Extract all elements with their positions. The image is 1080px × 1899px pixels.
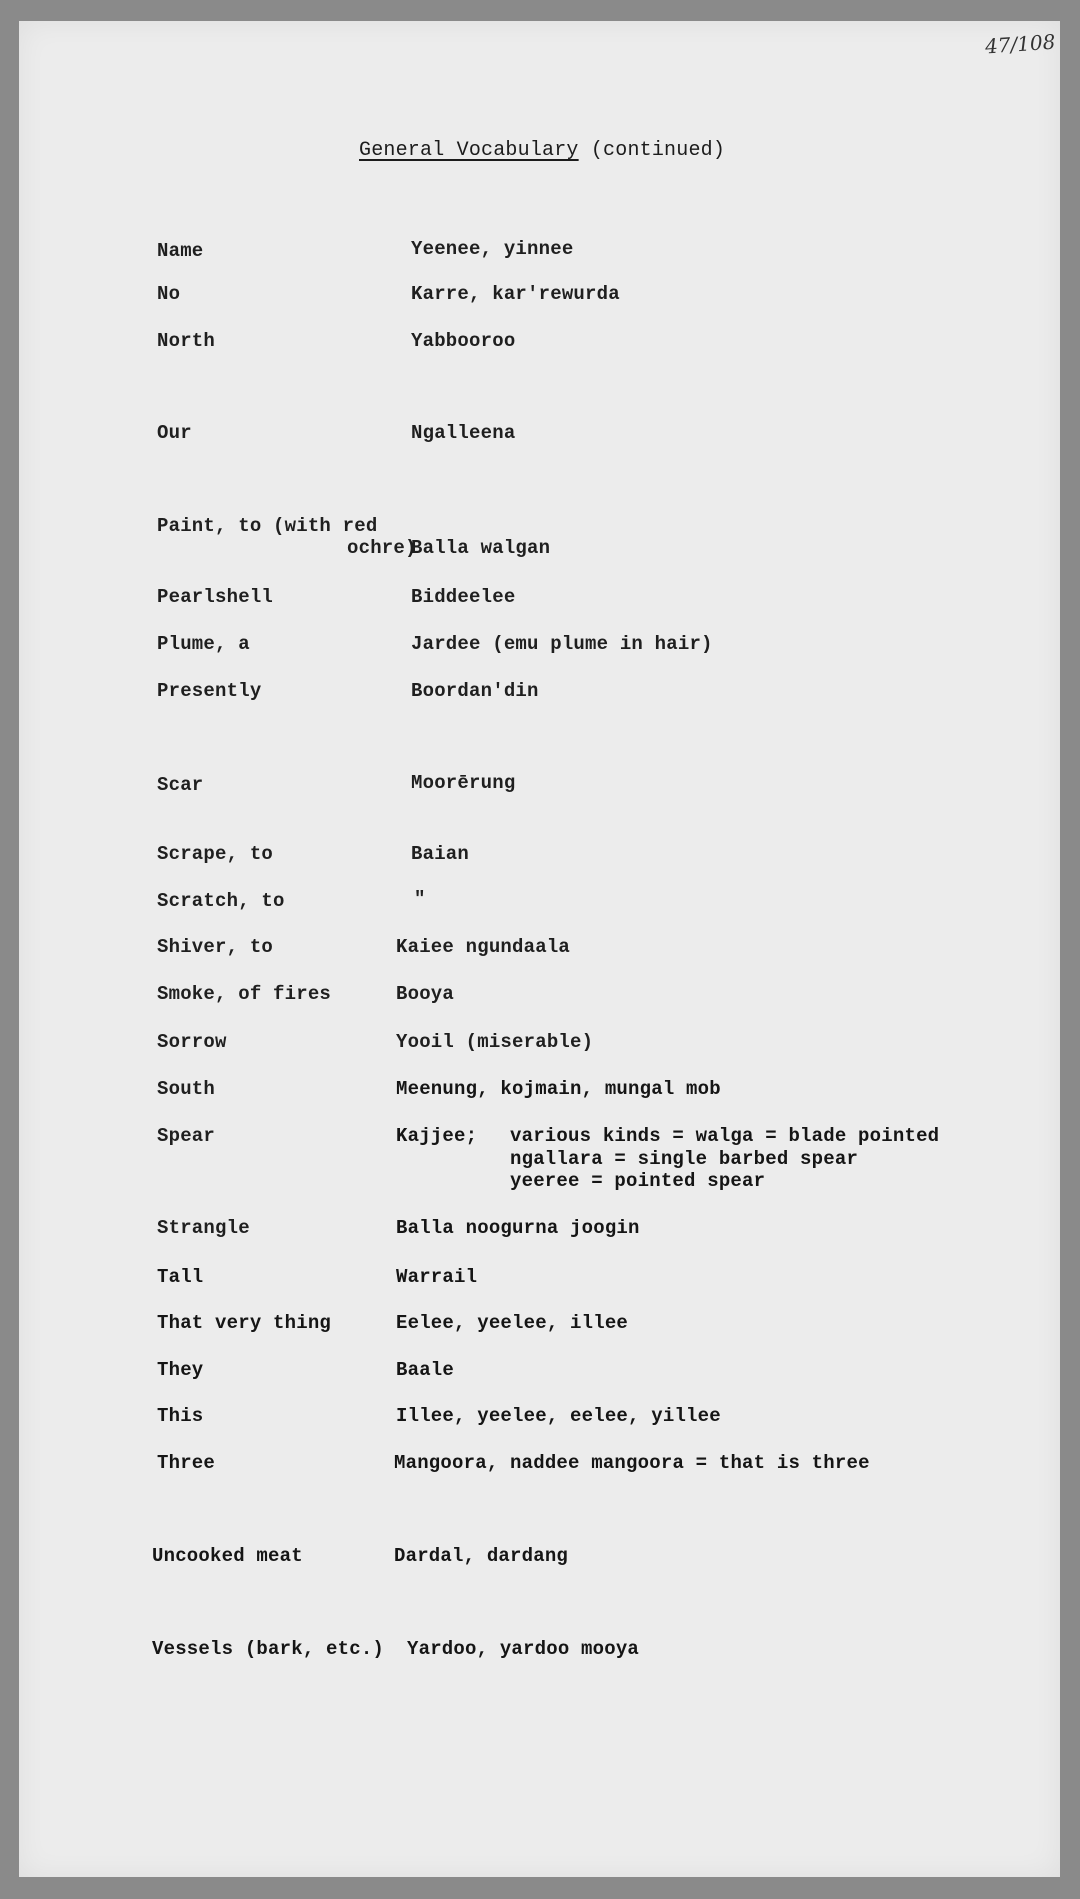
entry-term: Sorrow	[157, 1031, 227, 1053]
entry-definition: Yardoo, yardoo mooya	[407, 1638, 640, 1660]
entry-term: That very thing	[157, 1312, 332, 1334]
entry-term: Plume, a	[157, 633, 250, 655]
entry-definition: "	[414, 888, 426, 910]
entry-definition: Boordan'din	[411, 680, 539, 702]
entry-term: Spear	[157, 1125, 216, 1147]
entry-definition-line: ngallara = single barbed spear	[510, 1148, 859, 1170]
entry-definition: Baale	[396, 1359, 455, 1381]
entry-term: Uncooked meat	[152, 1545, 303, 1567]
entry-term: Vessels (bark, etc.)	[152, 1638, 385, 1660]
entry-term: Scratch, to	[157, 890, 285, 912]
title-suffix: (continued)	[578, 139, 726, 162]
entry-term: South	[157, 1078, 216, 1100]
entry-definition: Karre, kar'rewurda	[411, 283, 620, 305]
entry-definition-line: yeeree = pointed spear	[510, 1170, 766, 1192]
entry-term: Three	[157, 1452, 216, 1474]
entry-definition: Jardee (emu plume in hair)	[411, 633, 713, 655]
entry-definition: Booya	[396, 983, 455, 1005]
entry-definition: Illee, yeelee, eelee, yillee	[396, 1405, 721, 1427]
entry-definition: Meenung, kojmain, mungal mob	[396, 1078, 721, 1100]
entry-definition: Moorērung	[411, 772, 516, 794]
page-number: 47/108	[984, 29, 1057, 59]
entry-term: Presently	[157, 680, 262, 702]
entry-definition: Yooil (miserable)	[396, 1031, 594, 1053]
entry-term: Name	[157, 240, 204, 262]
entry-definition: Yabbooroo	[411, 330, 516, 352]
entry-definition-line: various kinds = walga = blade pointed	[510, 1125, 940, 1147]
entry-definition: Ngalleena	[411, 422, 516, 444]
entry-definition: Eelee, yeelee, illee	[396, 1312, 629, 1334]
entry-term: Shiver, to	[157, 936, 274, 958]
entry-definition: Yeenee, yinnee	[411, 238, 574, 260]
entry-term: Tall	[157, 1266, 204, 1288]
entry-term: They	[157, 1359, 204, 1381]
entry-term: Our	[157, 422, 192, 444]
entry-term: Paint, to (with red	[157, 515, 378, 537]
entry-term-continued: ochre)	[347, 537, 417, 559]
entry-term: Pearlshell	[157, 586, 274, 608]
entry-definition: Biddeelee	[411, 586, 516, 608]
entry-definition: Balla walgan	[411, 537, 551, 559]
entry-term: Smoke, of fires	[157, 983, 332, 1005]
title-main: General Vocabulary	[359, 139, 579, 162]
entry-term: This	[157, 1405, 204, 1427]
page-title	[359, 139, 725, 162]
entry-definition: Kaiee ngundaala	[396, 936, 571, 958]
entry-definition: Mangoora, naddee mangoora = that is three	[394, 1452, 870, 1474]
entry-term: North	[157, 330, 216, 352]
entry-term: Strangle	[157, 1217, 250, 1239]
entry-term: Scrape, to	[157, 843, 274, 865]
entry-term: Scar	[157, 774, 204, 796]
entry-definition: Baian	[411, 843, 470, 865]
entry-definition: Kajjee;	[396, 1125, 478, 1147]
entry-definition: Warrail	[396, 1266, 478, 1288]
entry-definition: Balla noogurna joogin	[396, 1217, 640, 1239]
entry-definition: Dardal, dardang	[394, 1545, 569, 1567]
entry-term: No	[157, 283, 181, 305]
